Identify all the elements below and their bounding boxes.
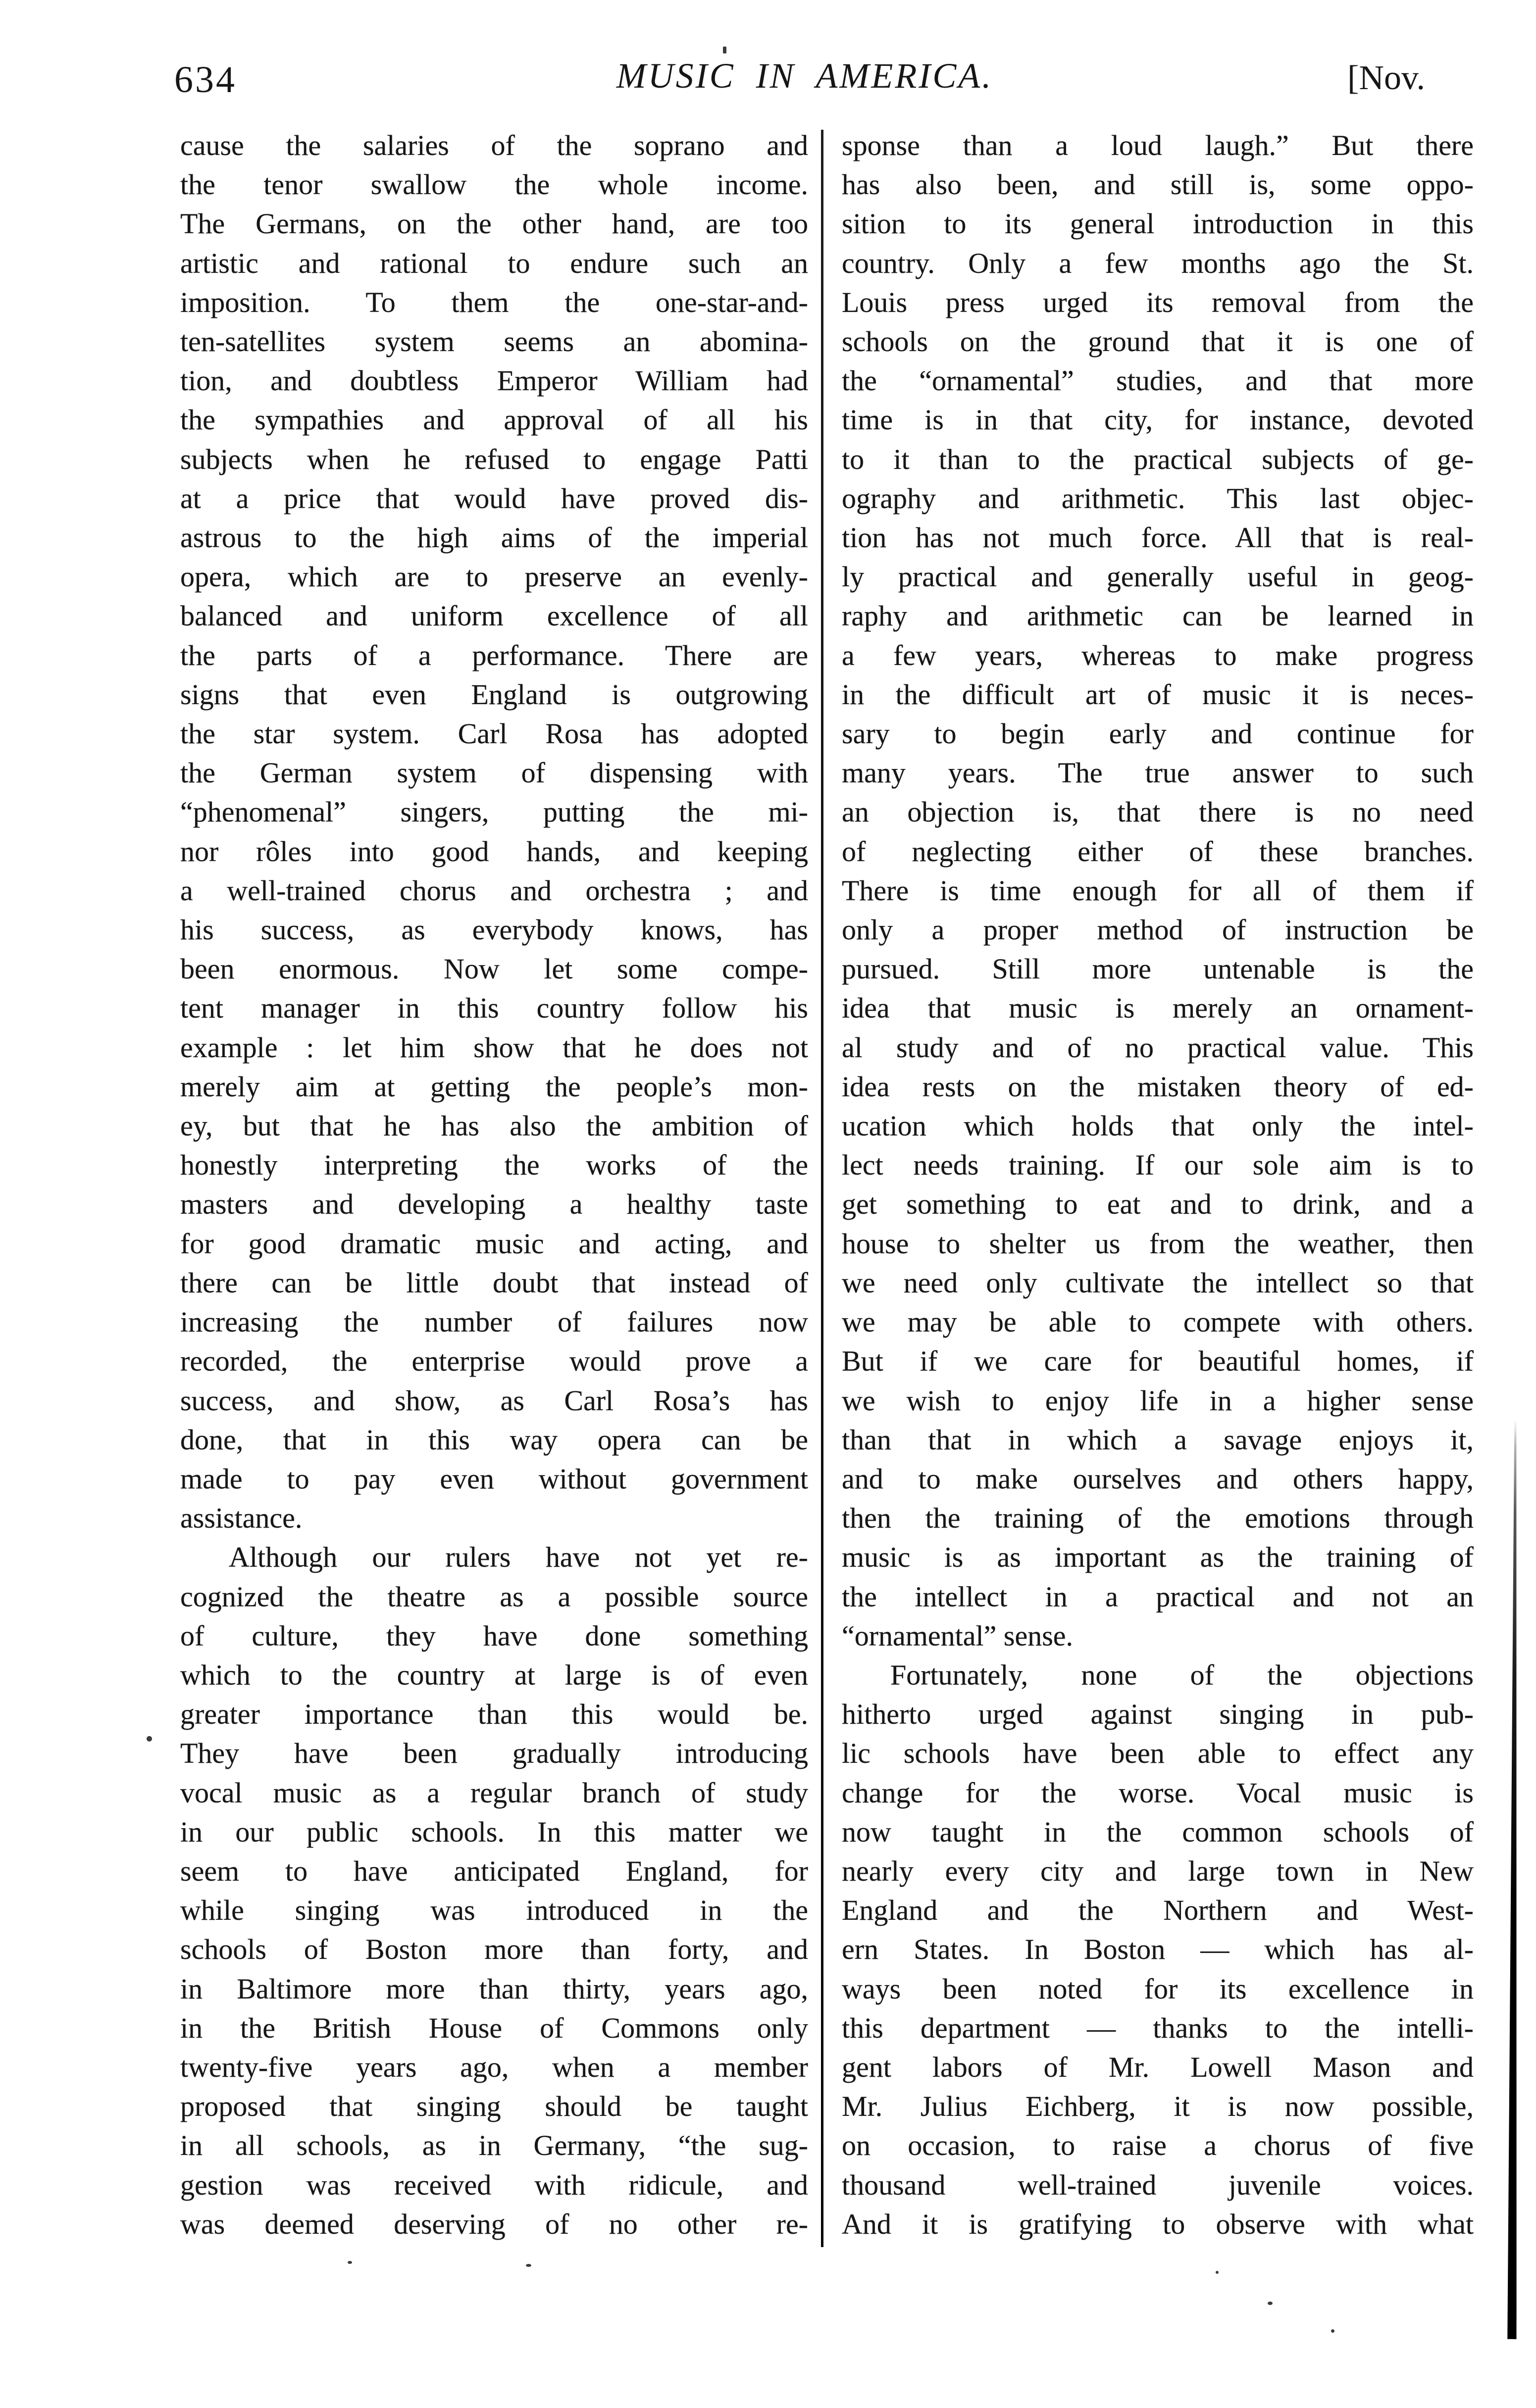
text-line: which to the country at large is of even bbox=[180, 1658, 808, 1691]
right-text-column bbox=[842, 126, 1474, 2244]
text-line: ly practical and generally useful in geog- bbox=[842, 561, 1474, 593]
text-line: we wish to enjoy life in a higher sense bbox=[842, 1384, 1474, 1417]
text-line: house to shelter us from the weather, then bbox=[842, 1227, 1474, 1260]
text-line: thousand well-trained juvenile voices. bbox=[842, 2168, 1474, 2201]
text-line: balanced and uniform excellence of all bbox=[180, 600, 808, 632]
scan-speck bbox=[526, 2264, 531, 2267]
text-line: cause the salaries of the soprano and bbox=[180, 129, 808, 161]
text-line: nor rôles into good hands, and keeping bbox=[180, 835, 808, 868]
text-line: astrous to the high aims of the imperial bbox=[180, 521, 808, 554]
text-line: the star system. Carl Rosa has adopted bbox=[180, 717, 808, 750]
text-line: ways been noted for its excellence in bbox=[842, 1972, 1474, 2005]
left-text-column bbox=[180, 126, 808, 2244]
text-line: England and the Northern and West- bbox=[842, 1894, 1474, 1927]
text-line: twenty-five years ago, when a member bbox=[180, 2050, 808, 2083]
text-line: seem to have anticipated England, for bbox=[180, 1854, 808, 1887]
text-line: many years. The true answer to such bbox=[842, 757, 1474, 789]
text-line: honestly interpreting the works of the bbox=[180, 1149, 808, 1181]
text-line: idea rests on the mistaken theory of ed- bbox=[842, 1070, 1474, 1103]
text-line: there can be little doubt that instead of bbox=[180, 1266, 808, 1299]
text-line: been enormous. Now let some compe- bbox=[180, 953, 808, 985]
text-line: the intellect in a practical and not an bbox=[842, 1580, 1474, 1613]
text-line: we may be able to compete with others. bbox=[842, 1306, 1474, 1338]
text-line: But if we care for beautiful homes, if bbox=[842, 1345, 1474, 1378]
text-line: made to pay even without government bbox=[180, 1462, 808, 1495]
text-line: change for the worse. Vocal music is bbox=[842, 1776, 1474, 1809]
text-line: country. Only a few months ago the St. bbox=[842, 247, 1474, 279]
text-line: his success, as everybody knows, has bbox=[180, 914, 808, 946]
text-line: vocal music as a regular branch of study bbox=[180, 1776, 808, 1809]
text-line: to it than to the practical subjects of ge- bbox=[842, 443, 1474, 475]
text-line: tent manager in this country follow his bbox=[180, 992, 808, 1025]
text-line: has also been, and still is, some oppo- bbox=[842, 168, 1474, 201]
text-line: merely aim at getting the people’s mon- bbox=[180, 1070, 808, 1103]
text-line: schools of Boston more than forty, and bbox=[180, 1933, 808, 1966]
scan-speck bbox=[1268, 2302, 1273, 2305]
text-line: in the difficult art of music it is neces- bbox=[842, 678, 1474, 711]
text-line: ern States. In Boston — which has al- bbox=[842, 1933, 1474, 1966]
text-line: example : let him show that he does not bbox=[180, 1031, 808, 1064]
text-line: ten-satellites system seems an abomina- bbox=[180, 325, 808, 358]
text-line: increasing the number of failures now bbox=[180, 1306, 808, 1338]
text-line: of culture, they have done something bbox=[180, 1619, 808, 1652]
text-line: cognized the theatre as a possible source bbox=[180, 1580, 808, 1613]
text-line: lect needs training. If our sole aim is to bbox=[842, 1149, 1474, 1181]
text-line: for good dramatic music and acting, and bbox=[180, 1227, 808, 1260]
text-line: and to make ourselves and others happy, bbox=[842, 1462, 1474, 1495]
text-line: in Baltimore more than thirty, years ago, bbox=[180, 1972, 808, 2005]
text-line: There is time enough for all of them if bbox=[842, 874, 1474, 907]
text-line: greater importance than this would be. bbox=[180, 1698, 808, 1731]
text-line: get something to eat and to drink, and a bbox=[842, 1188, 1474, 1221]
text-line: the parts of a performance. There are bbox=[180, 639, 808, 671]
text-line: ey, but that he has also the ambition of bbox=[180, 1110, 808, 1142]
text-line: gestion was received with ridicule, and bbox=[180, 2168, 808, 2201]
text-line: was deemed deserving of no other re- bbox=[180, 2207, 808, 2240]
text-line: opera, which are to preserve an evenly- bbox=[180, 561, 808, 593]
text-line: done, that in this way opera can be bbox=[180, 1423, 808, 1456]
text-line: subjects when he refused to engage Patti bbox=[180, 443, 808, 475]
text-line: assistance. bbox=[180, 1502, 303, 1535]
text-line: sponse than a loud laugh.” But there bbox=[842, 129, 1474, 161]
text-line: signs that even England is outgrowing bbox=[180, 678, 808, 711]
text-line: al study and of no practical value. This bbox=[842, 1031, 1474, 1064]
text-line: gent labors of Mr. Lowell Mason and bbox=[842, 2050, 1474, 2083]
text-line: recorded, the enterprise would prove a bbox=[180, 1345, 808, 1378]
text-line: the “ornamental” studies, and that more bbox=[842, 364, 1474, 397]
text-line: raphy and arithmetic can be learned in bbox=[842, 600, 1474, 632]
text-line: sary to begin early and continue for bbox=[842, 717, 1474, 750]
text-line: hitherto urged against singing in pub- bbox=[842, 1698, 1474, 1731]
scan-speck bbox=[1216, 2271, 1219, 2274]
text-line: the sympathies and approval of all his bbox=[180, 404, 808, 436]
text-line: in the British House of Commons only bbox=[180, 2011, 808, 2044]
text-line: we need only cultivate the intellect so that bbox=[842, 1266, 1474, 1299]
text-line: at a price that would have proved dis- bbox=[180, 482, 808, 514]
scan-speck bbox=[348, 2261, 352, 2264]
text-line: proposed that singing should be taught bbox=[180, 2090, 808, 2123]
text-line: nearly every city and large town in New bbox=[842, 1854, 1474, 1887]
text-line: idea that music is merely an ornament- bbox=[842, 992, 1474, 1025]
scan-speck bbox=[723, 47, 726, 53]
scan-speck bbox=[147, 1736, 152, 1742]
text-line: this department — thanks to the intelli- bbox=[842, 2011, 1474, 2044]
text-line: of neglecting either of these branches. bbox=[842, 835, 1474, 868]
text-line: music is as important as the training of bbox=[842, 1541, 1474, 1574]
text-line: tion, and doubtless Emperor William had bbox=[180, 364, 808, 397]
text-line: ography and arithmetic. This last objec- bbox=[842, 482, 1474, 514]
text-line: than that in which a savage enjoys it, bbox=[842, 1423, 1474, 1456]
text-line: artistic and rational to endure such an bbox=[180, 247, 808, 279]
text-line: The Germans, on the other hand, are too bbox=[180, 207, 808, 240]
text-line: tion has not much force. All that is real- bbox=[842, 521, 1474, 554]
text-line: on occasion, to raise a chorus of five bbox=[842, 2129, 1474, 2162]
text-line: a few years, whereas to make progress bbox=[842, 639, 1474, 671]
scan-speck bbox=[1331, 2329, 1334, 2333]
text-line: success, and show, as Carl Rosa’s has bbox=[180, 1384, 808, 1417]
text-line: then the training of the emotions through bbox=[842, 1502, 1474, 1535]
text-line: imposition. To them the one-star-and- bbox=[180, 286, 808, 318]
text-line: an objection is, that there is no need bbox=[842, 796, 1474, 828]
text-line: schools on the ground that it is one of bbox=[842, 325, 1474, 358]
text-line: in our public schools. In this matter we bbox=[180, 1815, 808, 1848]
text-line: while singing was introduced in the bbox=[180, 1894, 808, 1927]
text-line: And it is gratifying to observe with what bbox=[842, 2207, 1474, 2240]
text-line: They have been gradually introducing bbox=[180, 1737, 808, 1770]
page-number: 634 bbox=[174, 59, 237, 101]
text-line: time is in that city, for instance, devoted bbox=[842, 404, 1474, 436]
text-line: ucation which holds that only the intel- bbox=[842, 1110, 1474, 1142]
text-line: “ornamental” sense. bbox=[842, 1619, 1074, 1652]
running-title: MUSIC IN AMERICA. bbox=[616, 56, 993, 96]
text-line: Although our rulers have not yet re- bbox=[229, 1541, 808, 1574]
text-line: Mr. Julius Eichberg, it is now possible, bbox=[842, 2090, 1474, 2123]
text-line: in all schools, as in Germany, “the sug- bbox=[180, 2129, 808, 2162]
text-line: “phenomenal” singers, putting the mi- bbox=[180, 796, 808, 828]
text-line: masters and developing a healthy taste bbox=[180, 1188, 808, 1221]
text-line: the German system of dispensing with bbox=[180, 757, 808, 789]
text-line: Louis press urged its removal from the bbox=[842, 286, 1474, 318]
text-line: pursued. Still more untenable is the bbox=[842, 953, 1474, 985]
text-line: sition to its general introduction in this bbox=[842, 207, 1474, 240]
scan-edge-artifact bbox=[1507, 1419, 1522, 2339]
issue-month: [Nov. bbox=[1347, 59, 1425, 97]
text-line: Fortunately, none of the objections bbox=[890, 1658, 1474, 1691]
text-line: only a proper method of instruction be bbox=[842, 914, 1474, 946]
text-line: the tenor swallow the whole income. bbox=[180, 168, 808, 201]
text-line: a well-trained chorus and orchestra ; and bbox=[180, 874, 808, 907]
text-line: now taught in the common schools of bbox=[842, 1815, 1474, 1848]
column-divider-rule bbox=[821, 130, 823, 2247]
text-line: lic schools have been able to effect any bbox=[842, 1737, 1474, 1770]
